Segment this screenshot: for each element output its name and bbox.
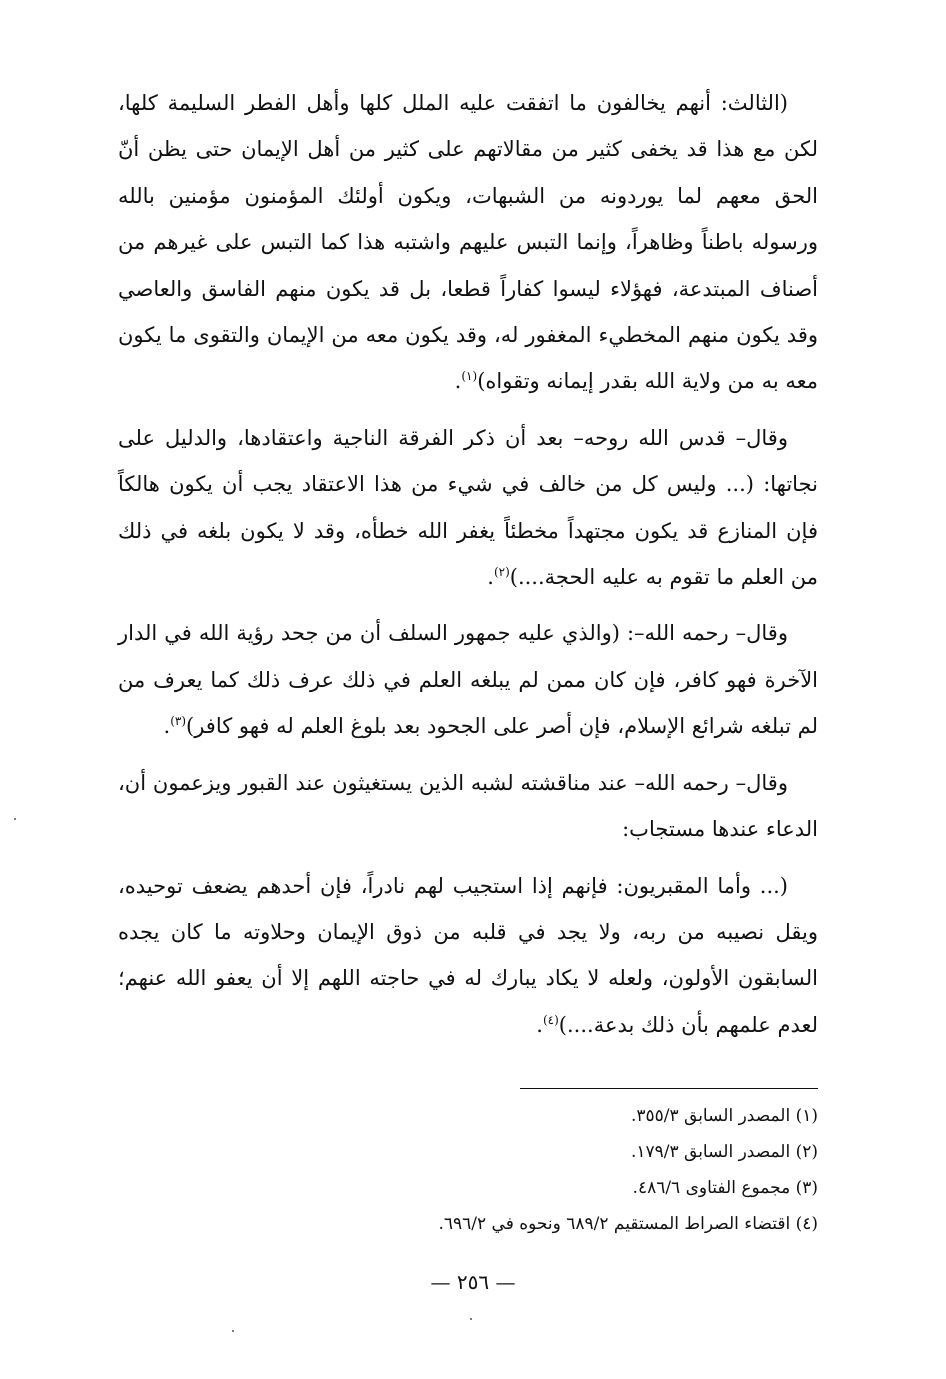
main-text: [118, 80, 818, 1058]
paragraph-1-end: .: [454, 369, 462, 394]
paragraph-5: [118, 863, 818, 1049]
paragraph-3: [118, 610, 818, 749]
paragraph-3-text: وقال– رحمه الله–: (والذي عليه جمهور السلف أن من جحد رؤية الله في الدار الآخرة فهو كافر، فإن كان ممن لم يبلغه العلم في ذلك عرف ذلك كما يعرف من لم تبلغه شرائع الإسلام، فإن أصر على الجحود بعد بلوغ العلم له فهو كافر): [118, 621, 818, 739]
paragraph-5-end: .: [536, 1012, 543, 1037]
page-number: — ٢٥٦ —: [430, 1270, 516, 1294]
paragraph-2-text: وقال– قدس الله روحه– بعد أن ذكر الفرقة الناجية واعتقادها، والدليل على نجاتها: (... وليس كل من خالف في شيء من هذا الاعتقاد يجب أن يكون هالكاً فإن المنازع قد يكون مجتهداً مخطئاً يغفر الله خطأه، وقد لا يكون بلغه في ذلك من العلم ما تقوم به عليه الحجة....): [118, 425, 818, 590]
scan-speck: [232, 1330, 234, 1332]
paragraph-4-text: وقال– رحمه الله– عند مناقشته لشبه الذين يستغيثون عند القبور ويزعمون أن، الدعاء عندها مستجاب:: [118, 770, 818, 842]
footnote-ref-1: (١): [461, 369, 478, 384]
footnote-ref-3: (٣): [170, 714, 187, 729]
paragraph-3-end: .: [163, 714, 171, 739]
paragraph-2: [118, 415, 818, 601]
paragraph-2-end: .: [487, 565, 494, 590]
paragraph-1: [118, 80, 818, 405]
paragraph-4: [118, 760, 818, 853]
footnote-separator: [520, 1088, 818, 1089]
footnote-ref-2: (٢): [493, 565, 510, 580]
paragraph-5-text: (... وأما المقبريون: فإنهم إذا استجيب لهم نادراً، فإن أحدهم يضعف توحيده، ويقل نصيبه من ربه، ولا يجد في قلبه من ذوق الإيمان وحلاوته ما كان يجده السابقون الأولون، ولعله لا يكاد يبارك له في حاجته اللهم إلا أن يعفو الله عنهم؛ لعدم علمهم بأن ذلك بدعة....): [118, 873, 818, 1037]
footnotes: [118, 1098, 818, 1242]
footnote-1: (١) المصدر السابق ٣٥٥/٣.: [630, 1106, 818, 1126]
footnote-4: (٤) اقتضاء الصراط المستقيم ٦٨٩/٢ ونحوه في ٦٩٦/٢.: [438, 1214, 818, 1234]
scan-speck: [470, 1318, 472, 1320]
paragraph-1-text: (الثالث: أنهم يخالفون ما اتفقت عليه الملل كلها وأهل الفطر السليمة كلها، لكن مع هذا قد يخفى كثير من مقالاتهم على كثير من أهل الإيمان حتى يظن أنّ الحق معهم لما يوردونه من الشبهات، ويكون أولئك المؤمنون مؤمنين بالله ورسوله باطناً وظاهراً، وإنما التبس عليهم واشتبه هذا كما التبس على غيرهم من أصناف المبتدعة، فهؤلاء ليسوا كفاراً قطعا، بل قد يكون منهم الفاسق والعاصي وقد يكون منهم المخطيء المغفور له، وقد يكون معه من الإيمان والتقوى ما يكون معه به من ولاية الله بقدر إيمانه وتقواه): [118, 91, 818, 394]
scan-speck: [14, 818, 16, 820]
footnote-2: (٢) المصدر السابق ١٧٩/٣.: [630, 1142, 818, 1162]
footnote-3: (٣) مجموع الفتاوى ٤٨٦/٦.: [632, 1178, 818, 1198]
footnote-ref-4: (٤): [542, 1012, 559, 1027]
